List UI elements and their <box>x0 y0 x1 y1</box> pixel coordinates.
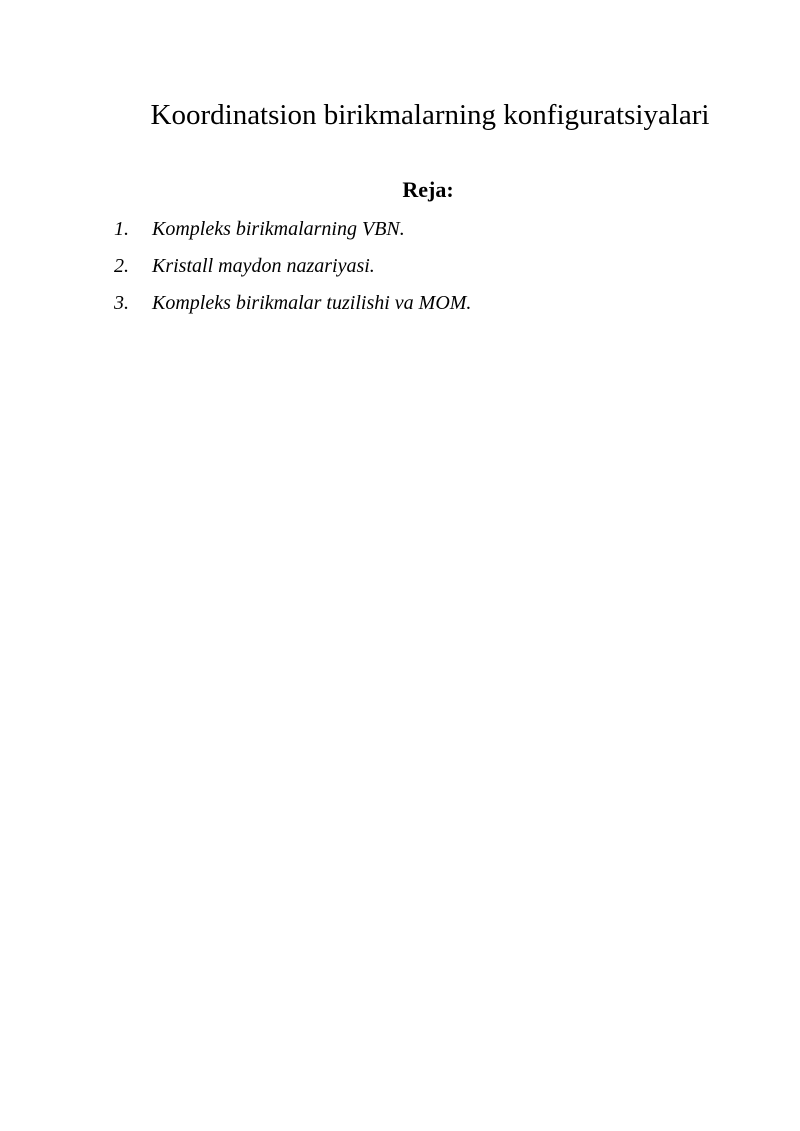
plan-item-number: 3. <box>114 292 129 314</box>
plan-list <box>114 214 471 325</box>
plan-item-text: Kompleks birikmalar tuzilishi va MOM. <box>152 292 472 314</box>
plan-item-1 <box>114 214 471 251</box>
plan-item-2 <box>114 251 471 288</box>
plan-item-text: Kristall maydon nazariyasi. <box>152 255 375 277</box>
plan-heading: Reja: <box>402 177 454 202</box>
plan-item-number: 1. <box>114 218 129 240</box>
plan-item-number: 2. <box>114 255 129 277</box>
plan-item-text: Kompleks birikmalarning VBN. <box>152 218 405 240</box>
page-title: Koordinatsion birikmalarning konfiguratsiyalari <box>150 99 710 132</box>
plan-item-3 <box>114 288 471 325</box>
